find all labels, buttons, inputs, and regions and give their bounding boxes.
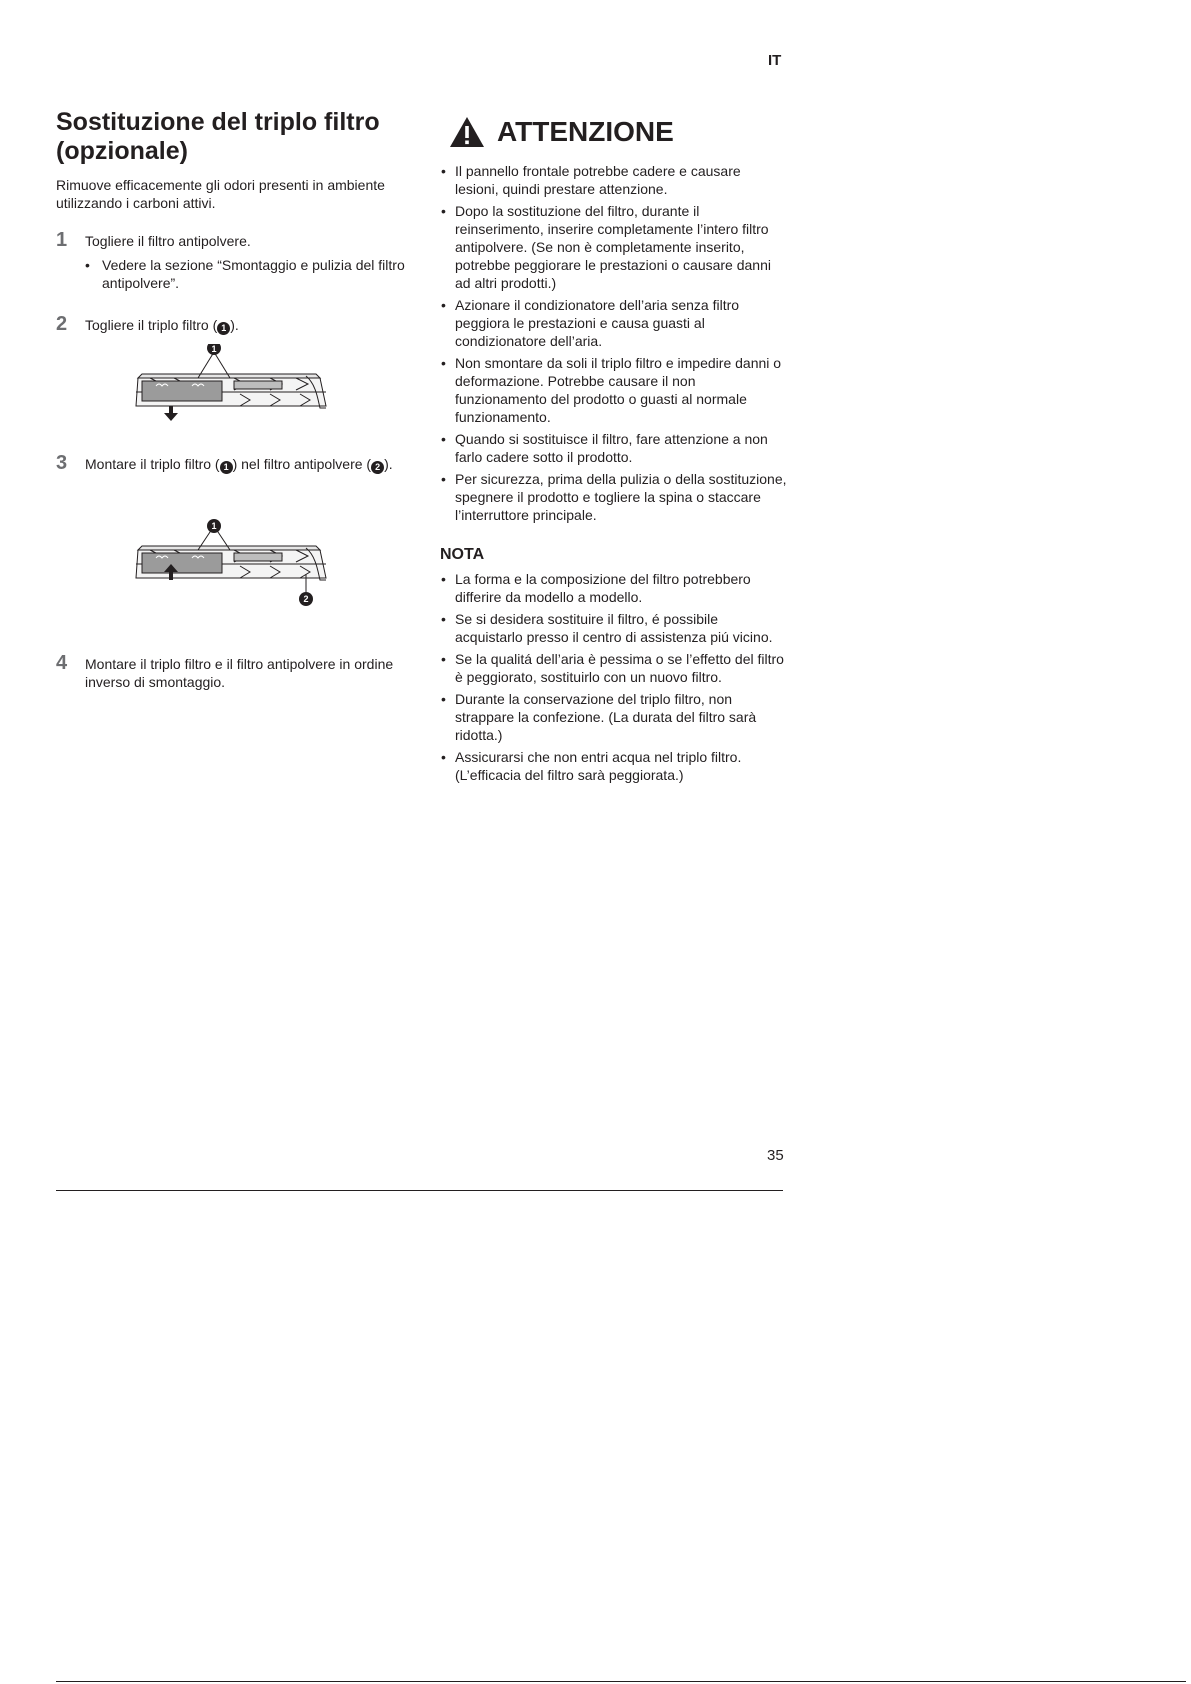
step-text: Montare il triplo filtro e il filtro antipolvere in ordine inverso di smontaggio. bbox=[85, 656, 394, 690]
language-tag: IT bbox=[768, 52, 782, 69]
list-item: • Durante la conservazione del triplo filtro, non strappare la confezione. (La durata del filtro sarà ridotta.) bbox=[441, 691, 757, 743]
figure-callout-2-label: 2 bbox=[303, 594, 309, 604]
step-text: Togliere il triplo filtro ( 1 ). bbox=[85, 317, 239, 333]
divider bbox=[56, 1190, 783, 1191]
section-title bbox=[56, 108, 406, 166]
note-title: NOTA bbox=[440, 546, 485, 563]
figure-callout-1-label: 1 bbox=[211, 521, 217, 531]
list-item: • Per sicurezza, prima della pulizia o della sostituzione, spegnere il prodotto e togliere la spina o staccare l’interruttore principale. bbox=[441, 471, 787, 523]
step-1 bbox=[56, 229, 406, 292]
step-text: Togliere il filtro antipolvere. bbox=[85, 233, 251, 249]
right-column bbox=[438, 112, 788, 788]
list-item: • Il pannello frontale potrebbe cadere e causare lesioni, quindi prestare attenzione. bbox=[441, 163, 741, 197]
step-3 bbox=[56, 452, 406, 474]
list-item: • Non smontare da soli il triplo filtro e impedire danni o deformazione. Potrebbe causare il non funzionamento del prodotto o guasti al normale funzionamento. bbox=[441, 355, 782, 425]
arrow-down-icon bbox=[164, 406, 178, 421]
filter-illustration bbox=[136, 526, 326, 592]
warning-triangle-icon bbox=[449, 116, 485, 148]
list-item: • Azionare il condizionatore dell’aria senza filtro peggiora le prestazioni e causa guasti al condizionatore dell’aria. bbox=[441, 297, 740, 349]
step-number: 3 bbox=[56, 452, 68, 474]
list-item: • Quando si sostituisce il filtro, fare attenzione a non farlo cadere sotto il prodotto. bbox=[441, 431, 768, 465]
section-title-line2: (opzionale) bbox=[56, 137, 188, 165]
section-intro: Rimuove efficacemente gli odori presenti in ambiente utilizzando i carboni attivi. bbox=[56, 177, 385, 211]
list-item: • Se si desidera sostituire il filtro, é possibile acquistarlo presso il centro di assistenza piú vicino. bbox=[441, 611, 773, 645]
list-item: • Se la qualitá dell’aria è pessima o se l’effetto del filtro è peggiorato, sostituirlo con un nuovo filtro. bbox=[441, 651, 784, 685]
divider bbox=[56, 1681, 1186, 1682]
step-text: Montare il triplo filtro ( 1 ) nel filtro antipolvere ( 2 ). bbox=[85, 456, 393, 472]
step-number: 2 bbox=[56, 313, 68, 335]
step-sub-bullet: • Vedere la sezione “Smontaggio e pulizia del filtro antipolvere”. bbox=[85, 257, 405, 291]
note-list bbox=[438, 570, 788, 784]
list-item: • La forma e la composizione del filtro potrebbero differire da modello a modello. bbox=[441, 571, 751, 605]
list-item: • Dopo la sostituzione del filtro, durante il reinserimento, inserire completamente l’intero filtro antipolvere. (Se non è completamente inserito, potrebbe peggiorare le prestazioni o causare danni ad altri prodotti.) bbox=[441, 203, 771, 291]
step-2 bbox=[56, 313, 406, 335]
list-item: • Assicurarsi che non entri acqua nel triplo filtro. (L’efficacia del filtro sarà peggiorata.) bbox=[441, 749, 742, 783]
callout-marker: 1 bbox=[217, 322, 230, 335]
callout-marker: 2 bbox=[371, 461, 384, 474]
left-column bbox=[56, 108, 406, 690]
warning-header bbox=[438, 112, 788, 152]
step-sub-text: Vedere la sezione “Smontaggio e pulizia del filtro antipolvere”. bbox=[102, 257, 405, 291]
figure-remove-triple-filter bbox=[130, 344, 330, 424]
callout-marker: 1 bbox=[220, 461, 233, 474]
step-number: 1 bbox=[56, 229, 68, 251]
step-4 bbox=[56, 652, 406, 691]
warning-title: ATTENZIONE bbox=[497, 116, 674, 147]
warning-list bbox=[438, 162, 788, 524]
page-number: 35 bbox=[767, 1147, 784, 1164]
figure-mount-triple-filter bbox=[130, 516, 330, 612]
step-number: 4 bbox=[56, 652, 68, 674]
figure-callout-1-label: 1 bbox=[211, 344, 217, 354]
section-title-line1: Sostituzione del triplo filtro bbox=[56, 108, 380, 136]
filter-illustration bbox=[136, 352, 326, 408]
